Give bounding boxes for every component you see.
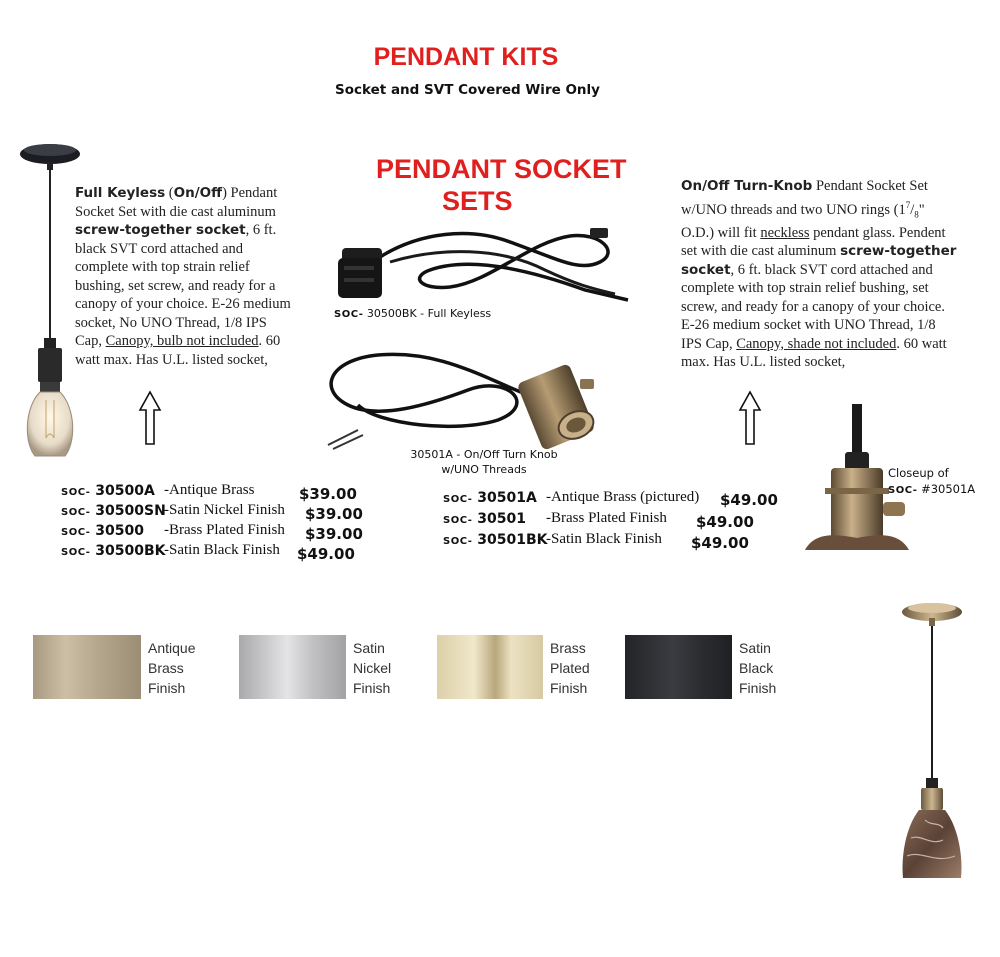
- turnknob-caption-line2: w/UNO Threads: [441, 463, 527, 476]
- keyless-paren-bold: On/Off: [173, 185, 223, 201]
- caption-prefix: SOC-: [888, 485, 918, 496]
- list-item: [443, 510, 788, 531]
- turnknob-product-list: [443, 489, 788, 552]
- closeup-caption-text: #30501A: [917, 482, 976, 496]
- swatch-label-line: Satin: [353, 640, 385, 656]
- swatch-label-line: Finish: [148, 680, 186, 696]
- product-price: $49.00: [720, 491, 778, 509]
- product-price: $39.00: [305, 525, 363, 543]
- keyless-text-2: , 6 ft. black SVT cord attached and complete with top strain relief bushing, set screw, and ready for a canopy of your choice. E-26 medium socket, No UNO Thread, 1/8 IPS Cap,: [75, 222, 291, 349]
- keyless-caption: [334, 305, 491, 321]
- product-finish: -Satin Nickel Finish: [164, 502, 285, 518]
- swatch-label: [739, 638, 776, 698]
- caption-prefix: SOC-: [334, 309, 364, 320]
- product-finish: -Brass Plated Finish: [546, 510, 667, 526]
- turnknob-text-3: , 6 ft. black SVT cord attached and complete with top strain relief bushing, set screw, and ready for a canopy of your choice. E-26 medium socket with UNO Thread, 1/8 IPS Cap,: [681, 261, 945, 352]
- product-code: 30500: [90, 523, 145, 539]
- product-finish: -Satin Black Finish: [546, 531, 662, 547]
- swatch-satin-nickel: [239, 635, 346, 699]
- product-price: $49.00: [297, 545, 355, 563]
- keyless-text-1: Pendant Socket Set with die cast aluminum: [75, 185, 278, 220]
- frac-den: 8: [914, 209, 919, 220]
- paren-open: (: [168, 185, 174, 201]
- frac-sep: /: [910, 201, 915, 218]
- product-code: 30500A: [90, 483, 155, 499]
- keyless-bold-2: screw-together socket: [75, 222, 246, 238]
- list-item: [61, 542, 381, 562]
- keyless-socket-image: [330, 222, 630, 307]
- product-code: 30500SN: [90, 503, 166, 519]
- product-finish: -Antique Brass (pictured): [546, 489, 700, 505]
- turnknob-lead: On/Off Turn-Knob: [681, 178, 813, 194]
- keyless-caption-text: 30500BK - Full Keyless: [363, 307, 492, 320]
- list-item: [61, 482, 381, 502]
- keyless-lead: Full Keyless: [75, 185, 166, 201]
- keyless-underline: Canopy, bulb not included: [105, 333, 259, 349]
- paren-close: ): [222, 185, 227, 201]
- code-prefix: SOC-: [61, 527, 91, 538]
- code-prefix: SOC-: [443, 494, 473, 505]
- product-code: 30501: [472, 511, 527, 527]
- product-finish: -Antique Brass: [164, 482, 255, 498]
- product-code: 30500BK: [90, 543, 166, 559]
- keyless-text-3: . 60 watt max. Has U.L. listed socket,: [75, 333, 281, 368]
- swatch-brass-plated: [437, 635, 543, 699]
- swatch-label: [148, 638, 195, 698]
- up-arrow-icon: [138, 390, 162, 446]
- turnknob-caption: [400, 447, 568, 477]
- turnknob-socket-image: [318, 345, 608, 450]
- swatch-satin-black: [625, 635, 732, 699]
- code-prefix: SOC-: [61, 487, 91, 498]
- turnknob-text-2: pendant glass. Pendent set with die cast aluminum: [681, 224, 946, 260]
- swatch-label-line: Nickel: [353, 660, 392, 676]
- swatch-label-line: Satin: [739, 640, 771, 656]
- swatch-label-line: Plated: [550, 660, 590, 676]
- product-price: $49.00: [691, 534, 749, 552]
- swatch-label-line: Brass: [550, 640, 586, 656]
- swatch-label: [550, 638, 590, 698]
- list-item: [443, 489, 788, 510]
- section-title-line1: PENDANT SOCKET: [376, 154, 627, 184]
- swatch-antique-brass: [33, 635, 141, 699]
- code-prefix: SOC-: [61, 547, 91, 558]
- swatch-label-line: Black: [739, 660, 774, 676]
- swatch-label-line: Antique: [148, 640, 196, 656]
- swatch-label-line: Finish: [353, 680, 391, 696]
- up-arrow-icon: [738, 390, 762, 446]
- turnknob-caption-line1: 30501A - On/Off Turn Knob: [410, 448, 558, 461]
- turnknob-text-4: . 60 watt max. Has U.L. listed socket,: [681, 335, 947, 371]
- swatch-label-line: Finish: [550, 680, 588, 696]
- swatch-label-line: Brass: [148, 660, 184, 676]
- section-title: [376, 153, 627, 217]
- closeup-caption: [888, 465, 975, 499]
- swatch-label-line: Finish: [739, 680, 777, 696]
- keyless-product-list: [61, 482, 381, 562]
- list-item: [443, 531, 788, 552]
- product-price: $49.00: [696, 513, 754, 531]
- code-prefix: SOC-: [443, 536, 473, 547]
- product-price: $39.00: [299, 485, 357, 503]
- product-code: 30501BK: [472, 532, 548, 548]
- product-finish: -Satin Black Finish: [164, 542, 280, 558]
- product-finish: -Brass Plated Finish: [164, 522, 285, 538]
- closeup-caption-line2: [888, 481, 975, 499]
- code-prefix: SOC-: [61, 507, 91, 518]
- frac-num: 7: [905, 199, 911, 210]
- turnknob-underline-2: Canopy, shade not included: [736, 335, 897, 352]
- turnknob-bold-2: screw-together socket: [681, 243, 957, 278]
- code-prefix: SOC-: [443, 515, 473, 526]
- product-code: 30501A: [472, 490, 537, 506]
- list-item: [61, 522, 381, 542]
- closeup-caption-line1: Closeup of: [888, 466, 949, 480]
- swatch-label: [353, 638, 391, 698]
- page-title: PENDANT KITS: [373, 43, 559, 71]
- turnknob-description: [681, 177, 959, 372]
- product-price: $39.00: [305, 505, 363, 523]
- section-title-line2: SETS: [442, 186, 513, 216]
- list-item: [61, 502, 381, 522]
- page-subtitle: Socket and SVT Covered Wire Only: [335, 82, 600, 98]
- turnknob-text-1: Pendant Socket Set w/UNO threads and two UNO rings (1: [681, 178, 928, 218]
- keyless-description: [75, 184, 297, 369]
- pendant-glass-image: [885, 598, 965, 880]
- turnknob-underline-1: neckless: [760, 224, 810, 241]
- turnknob-text-1b: " O.D.) will fit: [681, 201, 925, 241]
